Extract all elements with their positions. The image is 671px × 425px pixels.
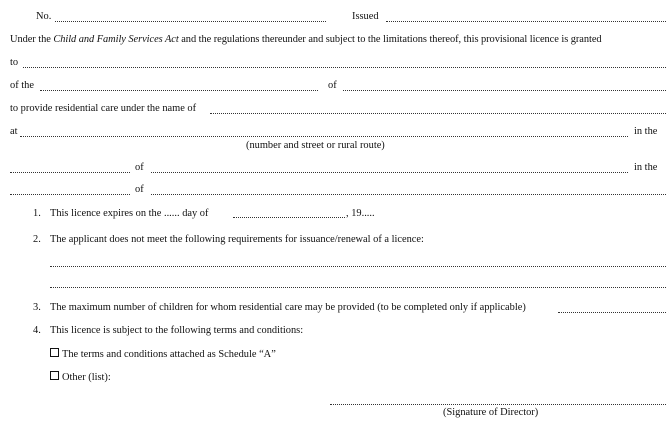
region-field-1[interactable] xyxy=(151,172,628,173)
item-1-text: This licence expires on the ...... day of xyxy=(50,208,209,219)
address-field[interactable] xyxy=(20,136,628,137)
signature-caption: (Signature of Director) xyxy=(443,407,539,418)
municipality-field-1[interactable] xyxy=(10,172,130,173)
other-option xyxy=(50,371,111,384)
of-the-label: of the xyxy=(10,80,34,91)
intro-text: Under the Child and Family Services Act and the regulations thereunder and subject to the limitations thereof, this provisional licence is granted xyxy=(10,34,602,45)
of-label-3: of xyxy=(135,184,144,195)
number-field[interactable] xyxy=(55,21,326,22)
item-4-text: This licence is subject to the following terms and conditions: xyxy=(50,325,304,336)
item-1-year: , 19..... xyxy=(346,208,375,219)
schedule-a-checkbox[interactable] xyxy=(50,348,59,357)
expiry-month-field[interactable] xyxy=(233,217,345,218)
street-caption: (number and street or rural route) xyxy=(246,140,385,151)
requirements-line-1[interactable] xyxy=(50,266,666,267)
licensee-name-field[interactable] xyxy=(23,67,666,68)
max-children-field[interactable] xyxy=(558,312,666,313)
of-label: of xyxy=(328,80,337,91)
signature-line[interactable] xyxy=(330,404,666,405)
provide-care-label: to provide residential care under the name of xyxy=(10,103,197,114)
to-label: to xyxy=(10,57,19,68)
at-label: at xyxy=(10,126,18,137)
in-the-label: in the xyxy=(634,126,658,137)
requirements-line-2[interactable] xyxy=(50,287,666,288)
item-2-text: The applicant does not meet the following requirements for issuance/renewal of a licence: xyxy=(50,234,424,245)
other-checkbox[interactable] xyxy=(50,371,59,380)
expiry-day-field[interactable]: ...... xyxy=(163,208,180,219)
in-the-label-2: in the xyxy=(634,162,658,173)
item-1-number: 1. xyxy=(33,208,41,219)
act-name: Child and Family Services Act xyxy=(53,34,179,45)
region-field-2[interactable] xyxy=(151,194,666,195)
item-3-text: The maximum number of children for whom residential care may be provided (to be completed only if applicable) xyxy=(50,302,526,313)
of-field[interactable] xyxy=(343,90,666,91)
of-the-field[interactable] xyxy=(40,90,318,91)
of-label-2: of xyxy=(135,162,144,173)
issued-label: Issued xyxy=(352,11,379,22)
item-3-number: 3. xyxy=(33,302,41,313)
issued-date-field[interactable] xyxy=(386,21,666,22)
schedule-a-label: The terms and conditions attached as Schedule “A” xyxy=(62,349,276,360)
item-2-number: 2. xyxy=(33,234,41,245)
number-label: No. xyxy=(36,11,52,22)
schedule-a-option xyxy=(50,348,276,361)
residence-name-field[interactable] xyxy=(210,113,666,114)
other-label: Other (list): xyxy=(62,372,111,383)
item-4-number: 4. xyxy=(33,325,41,336)
municipality-field-2[interactable] xyxy=(10,194,130,195)
expiry-year-field[interactable]: ..... xyxy=(361,208,375,219)
